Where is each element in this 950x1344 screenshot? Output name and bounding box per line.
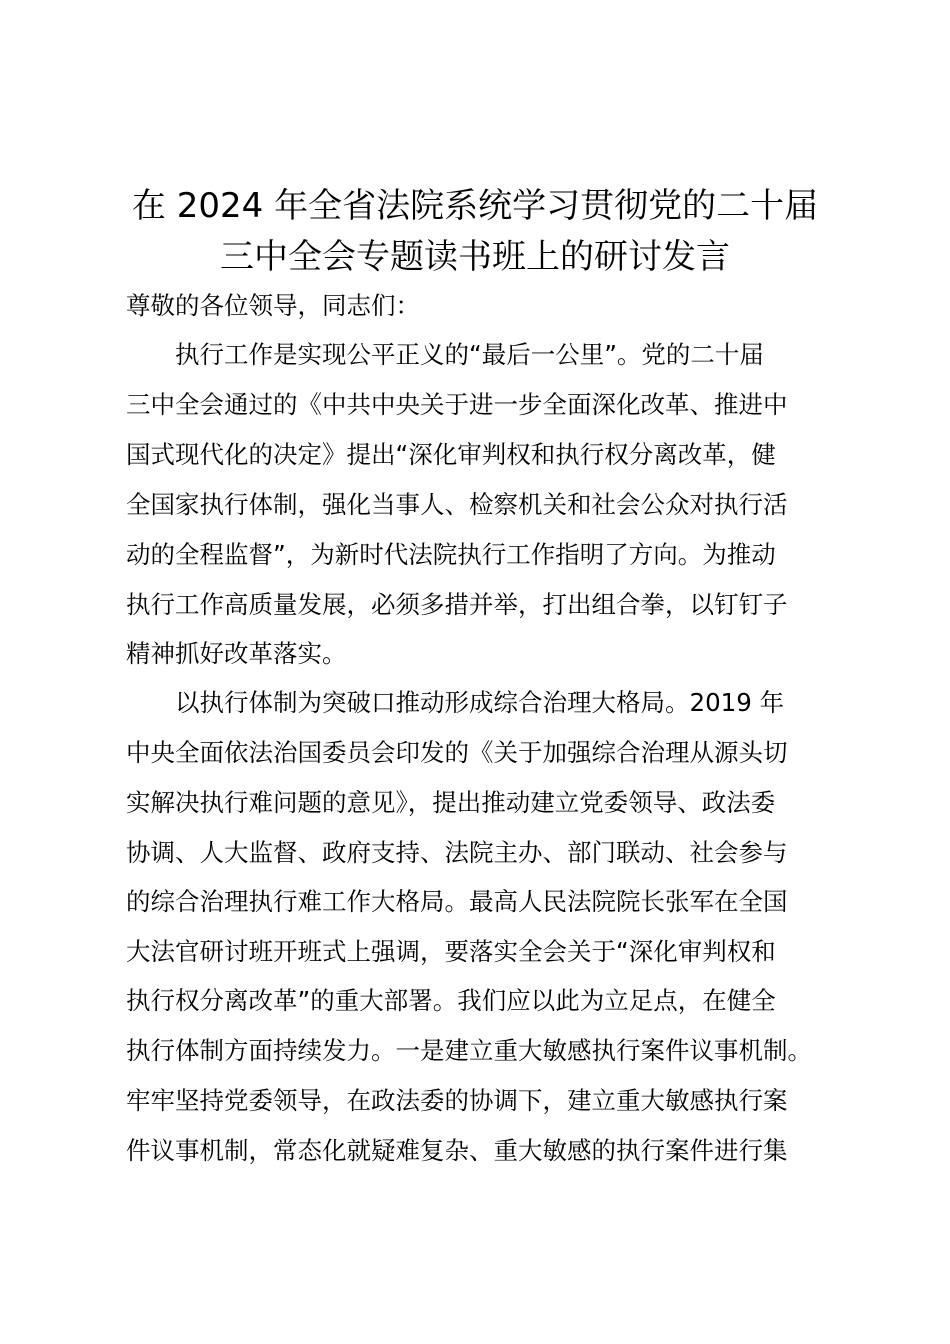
body-line-16: 牢牢坚持党委领导，在政法委的协调下，建立重大敏感执行案 bbox=[126, 1086, 788, 1115]
document-title-line-1: 在 2024 年全省法院系统学习贯彻党的二十届 bbox=[131, 186, 819, 226]
body-line-5: 动的全程监督”，为新时代法院执行工作指明了方向。为推动 bbox=[126, 540, 776, 569]
body-line-7: 精神抓好改革落实。 bbox=[126, 639, 347, 668]
body-line-14: 执行权分离改革”的重大部署。我们应以此为立足点，在健全 bbox=[126, 986, 776, 1015]
body-line-6: 执行工作高质量发展，必须多措并举，打出组合拳，以钉钉子 bbox=[126, 590, 788, 619]
body-line-15: 执行体制方面持续发力。一是建立重大敏感执行案件议事机制。 bbox=[126, 1036, 812, 1065]
body-line-4: 全国家执行体制，强化当事人、检察机关和社会公众对执行活 bbox=[126, 490, 788, 519]
salutation: 尊敬的各位领导，同志们： bbox=[126, 291, 420, 320]
document-title-line-2: 三中全会专题读书班上的研讨发言 bbox=[220, 237, 730, 277]
body-line-2: 三中全会通过的《中共中央关于进一步全面深化改革、推进中 bbox=[126, 390, 788, 419]
body-line-8: 以执行体制为突破口推动形成综合治理大格局。2019 年 bbox=[126, 688, 785, 717]
body-line-17: 件议事机制，常态化就疑难复杂、重大敏感的执行案件进行集 bbox=[126, 1136, 788, 1165]
body-line-9: 中央全面依法治国委员会印发的《关于加强综合治理从源头切 bbox=[126, 738, 788, 767]
body-line-10: 实解决执行难问题的意见》，提出推动建立党委领导、政法委 bbox=[126, 788, 776, 817]
body-line-11: 协调、人大监督、政府支持、法院主办、部门联动、社会参与 bbox=[126, 838, 788, 867]
body-line-13: 大法官研讨班开班式上强调，要落实全会关于“深化审判权和 bbox=[126, 937, 776, 966]
body-line-1: 执行工作是实现公平正义的“最后一公里”。党的二十届 bbox=[126, 340, 764, 369]
body-line-12: 的综合治理执行难工作大格局。最高人民法院院长张军在全国 bbox=[126, 887, 788, 916]
body-line-3: 国式现代化的决定》提出“深化审判权和执行权分离改革，健 bbox=[126, 440, 776, 469]
